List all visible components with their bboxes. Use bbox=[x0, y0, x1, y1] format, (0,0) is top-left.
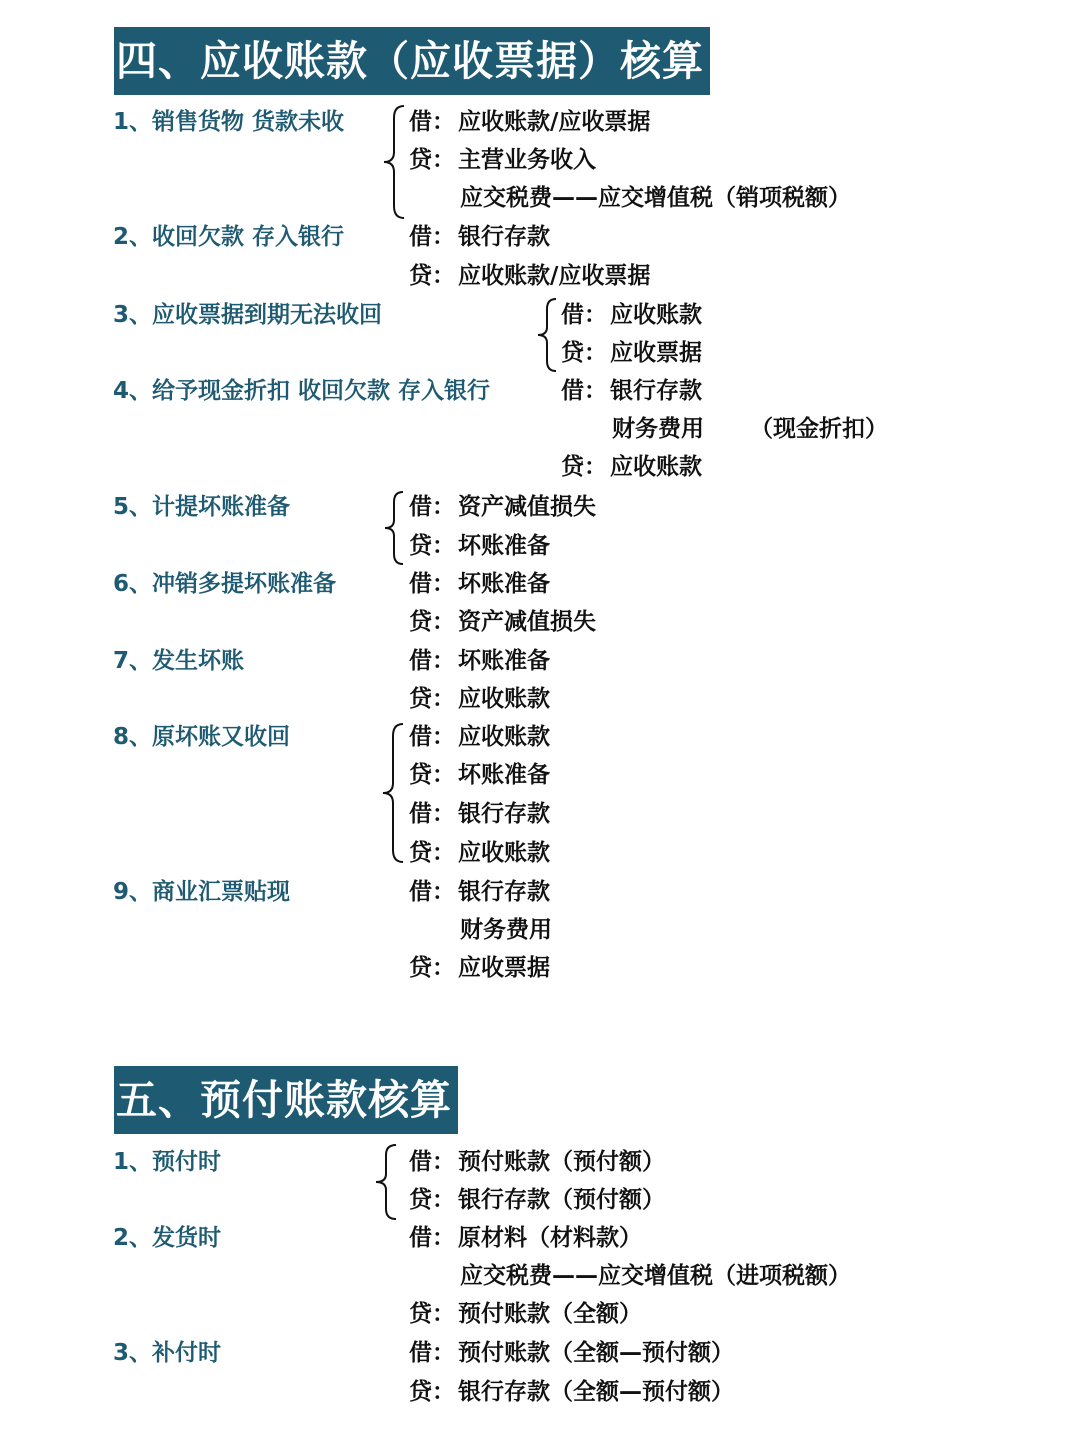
entry-account: 应收账款 bbox=[610, 302, 702, 328]
item-label: 2、收回欠款 存入银行 bbox=[113, 224, 345, 250]
entry-line: 贷： 应收票据 bbox=[561, 334, 702, 372]
entry-line: 贷： 坏账准备 bbox=[409, 527, 550, 565]
item-row bbox=[0, 218, 1080, 256]
entry-account: 应收票据 bbox=[610, 340, 702, 366]
entry-line: 借： 银行存款 bbox=[561, 372, 702, 410]
entry-account: 资产减值损失 bbox=[458, 609, 596, 635]
entry-side: 借 bbox=[409, 1340, 432, 1366]
entry-side: 借 bbox=[409, 648, 432, 674]
brace-icon bbox=[534, 297, 560, 373]
entry-line: 贷： 主营业务收入 bbox=[409, 141, 596, 179]
entry-line: 贷： 坏账准备 bbox=[409, 756, 550, 794]
entry-line: 借： 资产减值损失 bbox=[409, 488, 596, 526]
entry-side: 贷 bbox=[409, 609, 432, 635]
entry-line: 贷： 银行存款（全额—预付额） bbox=[409, 1373, 734, 1411]
entry-account: 主营业务收入 bbox=[458, 147, 596, 173]
entry-line: 贷： 应收账款/应收票据 bbox=[409, 257, 650, 295]
entry-account: 应收账款 bbox=[610, 454, 702, 480]
entry-line: 贷： 应收账款 bbox=[409, 680, 550, 718]
entry-account: 应收票据 bbox=[458, 955, 550, 981]
entry-side: 贷 bbox=[409, 263, 432, 289]
entry-side: 借 bbox=[409, 879, 432, 905]
item-row bbox=[0, 103, 1080, 141]
item-row bbox=[0, 1219, 1080, 1257]
entry-account: 财务费用 bbox=[612, 416, 704, 442]
entry-line: 借： 坏账准备 bbox=[409, 565, 550, 603]
entry-side: 借 bbox=[561, 378, 584, 404]
entry-side: 贷 bbox=[409, 147, 432, 173]
entry-line: 贷： 预付账款（全额） bbox=[409, 1295, 642, 1333]
item-label: 3、应收票据到期无法收回 bbox=[113, 302, 383, 328]
item-row bbox=[0, 873, 1080, 911]
item-row bbox=[0, 603, 1080, 641]
entry-account: 应收账款 bbox=[458, 724, 550, 750]
entry-account: 银行存款 bbox=[458, 224, 550, 250]
entry-line: 贷： 应收账款 bbox=[561, 448, 702, 486]
item-label: 1、预付时 bbox=[113, 1149, 222, 1175]
entry-account: 财务费用 bbox=[460, 917, 552, 943]
entry-line bbox=[460, 911, 552, 949]
entry-account: 银行存款（全额—预付额） bbox=[458, 1379, 734, 1405]
entry-line: 贷： 银行存款（预付额） bbox=[409, 1181, 665, 1219]
item-row bbox=[0, 911, 1080, 949]
entry-side: 贷 bbox=[409, 1301, 432, 1327]
entry-account: 应收账款/应收票据 bbox=[458, 263, 651, 289]
item-row bbox=[0, 1143, 1080, 1181]
entry-line bbox=[612, 410, 704, 448]
entry-side: 借 bbox=[409, 109, 432, 135]
entry-account: 银行存款 bbox=[610, 378, 702, 404]
entry-side: 贷 bbox=[561, 454, 584, 480]
entry-side: 借 bbox=[409, 224, 432, 250]
entry-side: 借 bbox=[409, 1225, 432, 1251]
entry-account: 银行存款 bbox=[458, 879, 550, 905]
item-row bbox=[0, 1181, 1080, 1219]
brace-icon bbox=[372, 1143, 400, 1221]
entry-line: 借： 预付账款（预付额） bbox=[409, 1143, 665, 1181]
item-label: 4、给予现金折扣 收回欠款 存入银行 bbox=[113, 378, 491, 404]
entry-side: 借 bbox=[409, 494, 432, 520]
entry-line: 借： 坏账准备 bbox=[409, 642, 550, 680]
entry-line: 借： 银行存款 bbox=[409, 218, 550, 256]
item-row bbox=[0, 488, 1080, 526]
item-label: 5、计提坏账准备 bbox=[113, 494, 291, 520]
entry-side: 贷 bbox=[561, 340, 584, 366]
entry-side: 借 bbox=[409, 1149, 432, 1175]
entry-account: 预付账款（全额） bbox=[458, 1301, 642, 1327]
item-label: 7、发生坏账 bbox=[113, 648, 245, 674]
entry-account: 预付账款（全额—预付额） bbox=[458, 1340, 734, 1366]
entry-line bbox=[460, 179, 851, 217]
entry-line: 借： 应收账款 bbox=[561, 296, 702, 334]
item-row bbox=[0, 527, 1080, 565]
item-row bbox=[0, 949, 1080, 987]
entry-account: 应收账款 bbox=[458, 686, 550, 712]
entry-line: 贷： 应收账款 bbox=[409, 834, 550, 872]
entry-account: 应交税费——应交增值税（销项税额） bbox=[460, 185, 851, 211]
entry-account: 坏账准备 bbox=[458, 533, 550, 559]
item-row bbox=[0, 257, 1080, 295]
entry-line: 借： 应收账款/应收票据 bbox=[409, 103, 650, 141]
item-row bbox=[0, 642, 1080, 680]
entry-line: 借： 应收账款 bbox=[409, 718, 550, 756]
item-row bbox=[0, 1295, 1080, 1333]
entry-line bbox=[460, 1257, 851, 1295]
entry-line: 贷： 应收票据 bbox=[409, 949, 550, 987]
item-label: 2、发货时 bbox=[113, 1225, 222, 1251]
entry-side: 贷 bbox=[409, 1379, 432, 1405]
brace-icon bbox=[379, 722, 407, 864]
entry-account: 坏账准备 bbox=[458, 648, 550, 674]
item-row bbox=[0, 372, 1080, 410]
entry-side: 借 bbox=[561, 302, 584, 328]
entry-side: 贷 bbox=[409, 840, 432, 866]
entry-account: 坏账准备 bbox=[458, 571, 550, 597]
item-row bbox=[0, 795, 1080, 833]
entry-account: 原材料（材料款） bbox=[458, 1225, 642, 1251]
entry-account: 应收账款/应收票据 bbox=[458, 109, 651, 135]
item-label: 9、商业汇票贴现 bbox=[113, 879, 291, 905]
entry-line: 借： 银行存款 bbox=[409, 873, 550, 911]
item-row bbox=[0, 1334, 1080, 1372]
item-row bbox=[0, 718, 1080, 756]
entry-line: 贷： 资产减值损失 bbox=[409, 603, 596, 641]
item-row bbox=[0, 680, 1080, 718]
section-title-prepayments: 五、预付账款核算 bbox=[114, 1066, 458, 1134]
entry-account: 应交税费——应交增值税（进项税额） bbox=[460, 1263, 851, 1289]
entry-account: 预付账款（预付额） bbox=[458, 1149, 665, 1175]
entry-note: （现金折扣） bbox=[750, 416, 888, 442]
entry-side: 贷 bbox=[409, 686, 432, 712]
entry-side: 贷 bbox=[409, 955, 432, 981]
item-row bbox=[0, 1373, 1080, 1411]
item-row bbox=[0, 448, 1080, 486]
entry-line: 借： 原材料（材料款） bbox=[409, 1219, 642, 1257]
entry-side: 贷 bbox=[409, 762, 432, 788]
item-label: 6、冲销多提坏账准备 bbox=[113, 571, 337, 597]
item-label: 3、补付时 bbox=[113, 1340, 222, 1366]
entry-line: 借： 预付账款（全额—预付额） bbox=[409, 1334, 734, 1372]
item-row bbox=[0, 834, 1080, 872]
section-title-receivables: 四、应收账款（应收票据）核算 bbox=[114, 27, 710, 95]
entry-account: 坏账准备 bbox=[458, 762, 550, 788]
entry-side: 贷 bbox=[409, 533, 432, 559]
brace-icon bbox=[381, 490, 407, 566]
item-row bbox=[0, 756, 1080, 794]
entry-side: 借 bbox=[409, 724, 432, 750]
item-label: 8、原坏账又收回 bbox=[113, 724, 291, 750]
entry-account: 银行存款（预付额） bbox=[458, 1187, 665, 1213]
item-label: 1、销售货物 货款未收 bbox=[113, 109, 345, 135]
item-row bbox=[0, 141, 1080, 179]
entry-account: 应收账款 bbox=[458, 840, 550, 866]
item-row bbox=[0, 410, 1080, 448]
brace-icon bbox=[380, 104, 408, 220]
item-row bbox=[0, 1257, 1080, 1295]
entry-account: 资产减值损失 bbox=[458, 494, 596, 520]
entry-side: 贷 bbox=[409, 1187, 432, 1213]
entry-side: 借 bbox=[409, 571, 432, 597]
item-row bbox=[0, 565, 1080, 603]
item-row bbox=[0, 179, 1080, 217]
entry-account: 银行存款 bbox=[458, 801, 550, 827]
entry-line: 借： 银行存款 bbox=[409, 795, 550, 833]
entry-side: 借 bbox=[409, 801, 432, 827]
